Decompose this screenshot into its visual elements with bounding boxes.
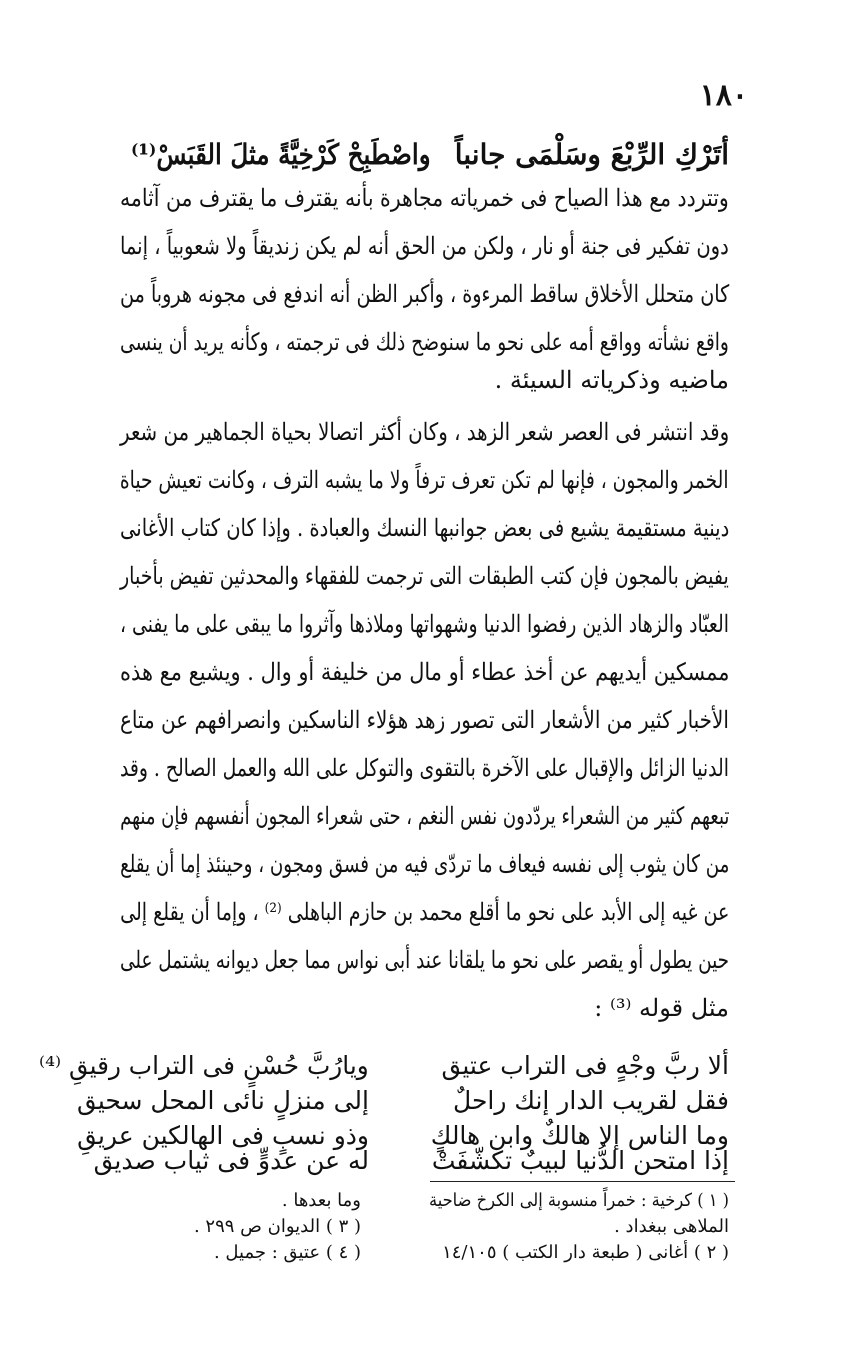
paragraph-line: وقد انتشر فى العصر شعر الزهد ، وكان أكثر اتصالا بحياة الجماهير من شعر — [119, 418, 729, 446]
paragraph-line: تبعهم كثير من الشعراء يردّدون نفس النغم ، حتى شعراء المجون أنفسهم فإن منهم — [119, 802, 729, 830]
poem-first-hemistich: إذا امتحن الدُّنيا لبيبٌ تكشّفَتْ — [431, 1146, 729, 1175]
poem-first-hemistich: فقل لقريب الدار إنك راحلٌ — [453, 1086, 729, 1115]
paragraph-line: الأخبار كثير من الأشعار التى تصور زهد هؤلاء الناسكين وانصرافهم عن متاع — [120, 706, 729, 734]
paragraph-line: الخمر والمجون ، فإنها لم تكن تعرف ترفاً ولا ما يشبه الترف ، وكانت تعيش حياة — [120, 466, 729, 494]
paragraph-line: يفيض بالمجون فإن كتب الطبقات التى ترجمت للفقهاء والمحدثين تفيض بأخبار — [120, 562, 729, 590]
opening-verse-second-hemistich: واصْطَبِحْ كَرْخِيَّةً مثلَ القَبَسْ⁽¹⁾ — [131, 138, 431, 171]
footnote-line: ( ٤ ) عتيق : جميل . — [213, 1242, 361, 1263]
paragraph-line: واقع نشأته وواقع أمه على نحو ما سنوضح ذلك فى ترجمته ، وكأنه يريد أن ينسى — [120, 328, 729, 356]
poem-second-hemistich: له عن عدوٍّ فى ثياب صديق — [93, 1146, 369, 1175]
footnote-separator — [430, 1181, 735, 1182]
paragraph-line: مثل قوله ⁽³⁾ : — [594, 994, 729, 1022]
paragraph-line: حين يطول أو يقصر على نحو ما يلقانا عند أبى نواس مما جعل ديوانه يشتمل على — [119, 946, 729, 974]
opening-verse-first-hemistich: أتَرْكِ الرِّبْعَ وسَلْمَى جانباً — [454, 138, 729, 171]
poem-first-hemistich: وما الناس إلا هالكٌ وابن هالكٍ — [430, 1121, 729, 1150]
paragraph-line: ماضيه وذكرياته السيئة . — [494, 366, 729, 394]
poem-second-hemistich: وذو نسبٍ فى الهالكين عريقِ — [77, 1121, 369, 1150]
paragraph-line: وتتردد مع هذا الصياح فى خمرياته مجاهرة بأنه يقترف ما يقترف من آثامه — [120, 184, 729, 212]
footnote-line: وما بعدها . — [281, 1190, 361, 1211]
footnote-line: ( ٢ ) أغانى ( طبعة دار الكتب ) ١٤/١٠٥ — [442, 1242, 729, 1263]
poem-first-hemistich: ألا ربَّ وجْهٍ فى التراب عتيق — [441, 1051, 729, 1080]
paragraph-line: العبّاد والزهاد الذين رفضوا الدنيا وشهواتها وملاذها وآثروا ما يبقى على ما يفنى ، — [120, 610, 729, 638]
footnote-line: ( ١ ) كرخية : خمراً منسوبة إلى الكرخ ضاحية — [429, 1190, 729, 1211]
footnote-line: ( ٣ ) الديوان ص ٢٩٩ . — [193, 1216, 361, 1237]
paragraph-line: دينية مستقيمة يشيع فى بعض جوانبها النسك والعبادة . وإذا كان كتاب الأغانى — [119, 514, 729, 542]
paragraph-line: كان متحلل الأخلاق ساقط المرءوة ، وأكبر الظن أنه اندفع فى مجونه هروباً من — [119, 280, 729, 308]
page-number: ١٨٠ — [699, 78, 748, 113]
paragraph-line: عن غيه إلى الأبد على نحو ما أقلع محمد بن حازم الباهلى ⁽²⁾ ، وإما أن يقلع إلى — [119, 898, 729, 926]
paragraph-line: الدنيا الزائل والإقبال على الآخرة بالتقوى والتوكل على الله والعمل الصالح . وقد — [120, 754, 729, 782]
poem-second-hemistich: إلى منزلٍ نائى المحل سحيق — [76, 1086, 369, 1115]
footnote-line: الملاهى ببغداد . — [614, 1216, 729, 1237]
paragraph-line: من كان يثوب إلى نفسه فيعاف ما تردّى فيه من فسق ومجون ، وحينئذ إما أن يقلع — [119, 850, 729, 878]
poem-second-hemistich: ويارُبَّ حُسْنٍ فى التراب رقيقِ ⁽⁴⁾ — [39, 1051, 369, 1080]
paragraph-line: دون تفكير فى جنة أو نار ، ولكن من الحق أنه لم يكن زنديقاً ولا شعوبياً ، إنما — [120, 232, 729, 260]
paragraph-line: ممسكين أيديهم عن أخذ عطاء أو مال من خليفة أو وال . ويشيع مع هذه — [119, 658, 729, 686]
